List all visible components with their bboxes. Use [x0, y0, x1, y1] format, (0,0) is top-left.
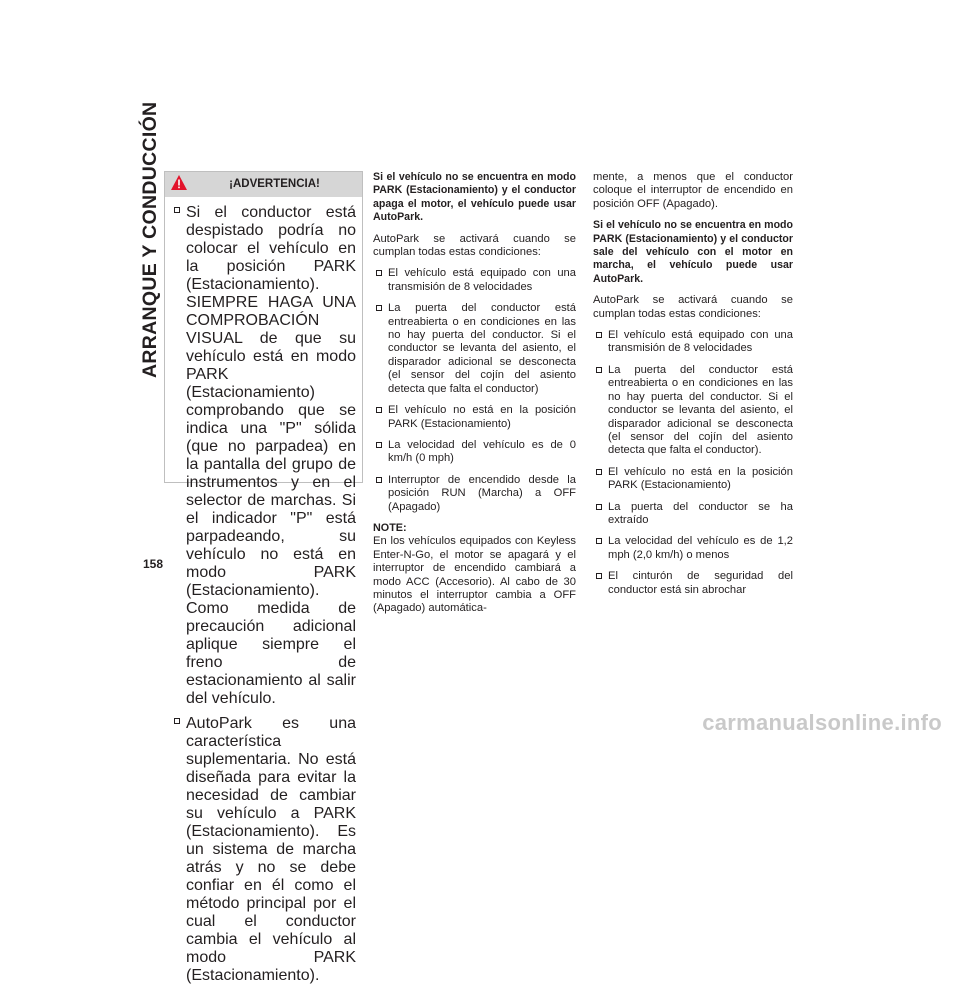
note-label: NOTE:: [373, 521, 407, 534]
bullet-square-icon: [596, 469, 602, 475]
list-item-text: La velocidad del vehículo es de 0 km/h (0 mph): [388, 438, 576, 465]
list-item: [593, 329, 793, 356]
note: [373, 522, 576, 616]
intro-text: AutoPark se activará cuando se cumplan todas estas condiciones:: [593, 294, 793, 320]
section-title: ARRANQUE Y CONDUCCIÓN: [139, 101, 161, 378]
list-item: [593, 466, 793, 493]
page-number: 158: [143, 557, 164, 571]
list-item: [593, 501, 793, 528]
section-heading: Si el vehículo no se encuentra en modo PARK (Estacionamiento) y el conductor apaga el motor, el vehículo puede usar AutoPark.: [373, 171, 576, 224]
list-item-text: El cinturón de seguridad del conductor está sin abrochar: [608, 570, 793, 596]
warning-item: [171, 715, 356, 985]
bullet-square-icon: [596, 367, 602, 373]
column-right: [593, 171, 793, 605]
list-item-text: La puerta del conductor se ha extraído: [608, 500, 793, 526]
watermark: carmanualsonline.info: [702, 710, 942, 735]
list-item-text: La puerta del conductor está entreabierta o en condiciones en las no hay puerta del conductor. Si el conductor se levanta del asiento, el disparador adicional se desconecta (el sensor del cojín del asiento detecta que falta el conductor): [388, 302, 576, 395]
bullet-square-icon: [376, 442, 382, 448]
list-item: [373, 474, 576, 514]
list-item-text: El vehículo no está en la posición PARK (Estacionamiento): [608, 465, 793, 492]
list-item: [373, 404, 576, 431]
bullet-square-icon: [596, 538, 602, 544]
bullet-square-icon: [376, 270, 382, 276]
list-item-text: El vehículo no está en la posición PARK (Estacionamiento): [388, 404, 576, 430]
list-item-text: El vehículo está equipado con una transmisión de 8 velocidades: [608, 329, 793, 355]
warning-header: [165, 172, 362, 197]
bullet-square-icon: [596, 504, 602, 510]
warning-title: ¡ADVERTENCIA!: [229, 178, 320, 190]
section-heading: Si el vehículo no se encuentra en modo PARK (Estacionamiento) y el conductor sale del vehículo con el motor en marcha, el vehículo puede usar AutoPark.: [593, 219, 793, 285]
warning-list: [165, 197, 362, 985]
note-text: En los vehículos equipados con Keyless Enter-N-Go, el motor se apagará y el interruptor de encendido cambiará a modo ACC (Accesorio). Al cabo de 30 minutos el interruptor cambia a OFF (Apagado) automática-: [373, 535, 576, 615]
condition-list: [373, 267, 576, 514]
continuation-text: mente, a menos que el conductor coloque el interruptor de encendido en posición OFF (Apagado).: [593, 171, 793, 210]
bullet-square-icon: [376, 305, 382, 311]
intro-text: AutoPark se activará cuando se cumplan todas estas condiciones:: [373, 232, 576, 259]
list-item-text: La puerta del conductor está entreabierta o en condiciones en las no hay puerta del conductor. Si el conductor se levanta del asiento, el disparador adicional se desconecta (el sensor del cojín del asiento detecta que falta el conductor).: [608, 363, 793, 457]
bullet-square-icon: [596, 573, 602, 579]
warning-item-text: AutoPark es una característica suplementaria. No está diseñada para evitar la necesidad de cambiar su vehículo a PARK (Estacionamiento). Es un sistema de marcha atrás y no se debe confiar en él como el método principal por el cual el conductor cambia el vehículo al modo PARK (Estacionamiento).: [186, 715, 356, 984]
bullet-square-icon: [174, 718, 180, 724]
warning-box: [164, 171, 363, 984]
list-item: [373, 439, 576, 466]
bullet-square-icon: [174, 207, 180, 213]
list-item-text: La velocidad del vehículo es de 1,2 mph (2,0 km/h) o menos: [608, 535, 793, 561]
bullet-square-icon: [376, 477, 382, 483]
bullet-square-icon: [596, 332, 602, 338]
list-item: [593, 364, 793, 458]
list-item: [373, 267, 576, 294]
list-item: [593, 535, 793, 562]
list-item: [373, 302, 576, 396]
warning-item-text: Si el conductor está despistado podría no colocar el vehículo en la posición PARK (Estacionamiento). SIEMPRE HAGA UNA COMPROBACIÓN VISUAL de que su vehículo está en modo PARK (Estacionamiento) comprobando que se indica una "P" sólida (que no parpadea) en la pantalla del grupo de instrumentos y en el selector de marchas. Si el indicador "P" está parpadeando, su vehículo no está en modo PARK (Estacionamiento). Como medida de precaución adicional aplique siempre el freno de estacionamiento al salir del vehículo.: [186, 204, 356, 707]
warning-item: [171, 204, 356, 708]
list-item: [593, 570, 793, 597]
list-item-text: El vehículo está equipado con una transmisión de 8 velocidades: [388, 267, 576, 293]
bullet-square-icon: [376, 407, 382, 413]
column-middle: [373, 171, 576, 624]
list-item-text: Interruptor de encendido desde la posición RUN (Marcha) a OFF (Apagado): [388, 473, 576, 513]
condition-list: [593, 329, 793, 597]
